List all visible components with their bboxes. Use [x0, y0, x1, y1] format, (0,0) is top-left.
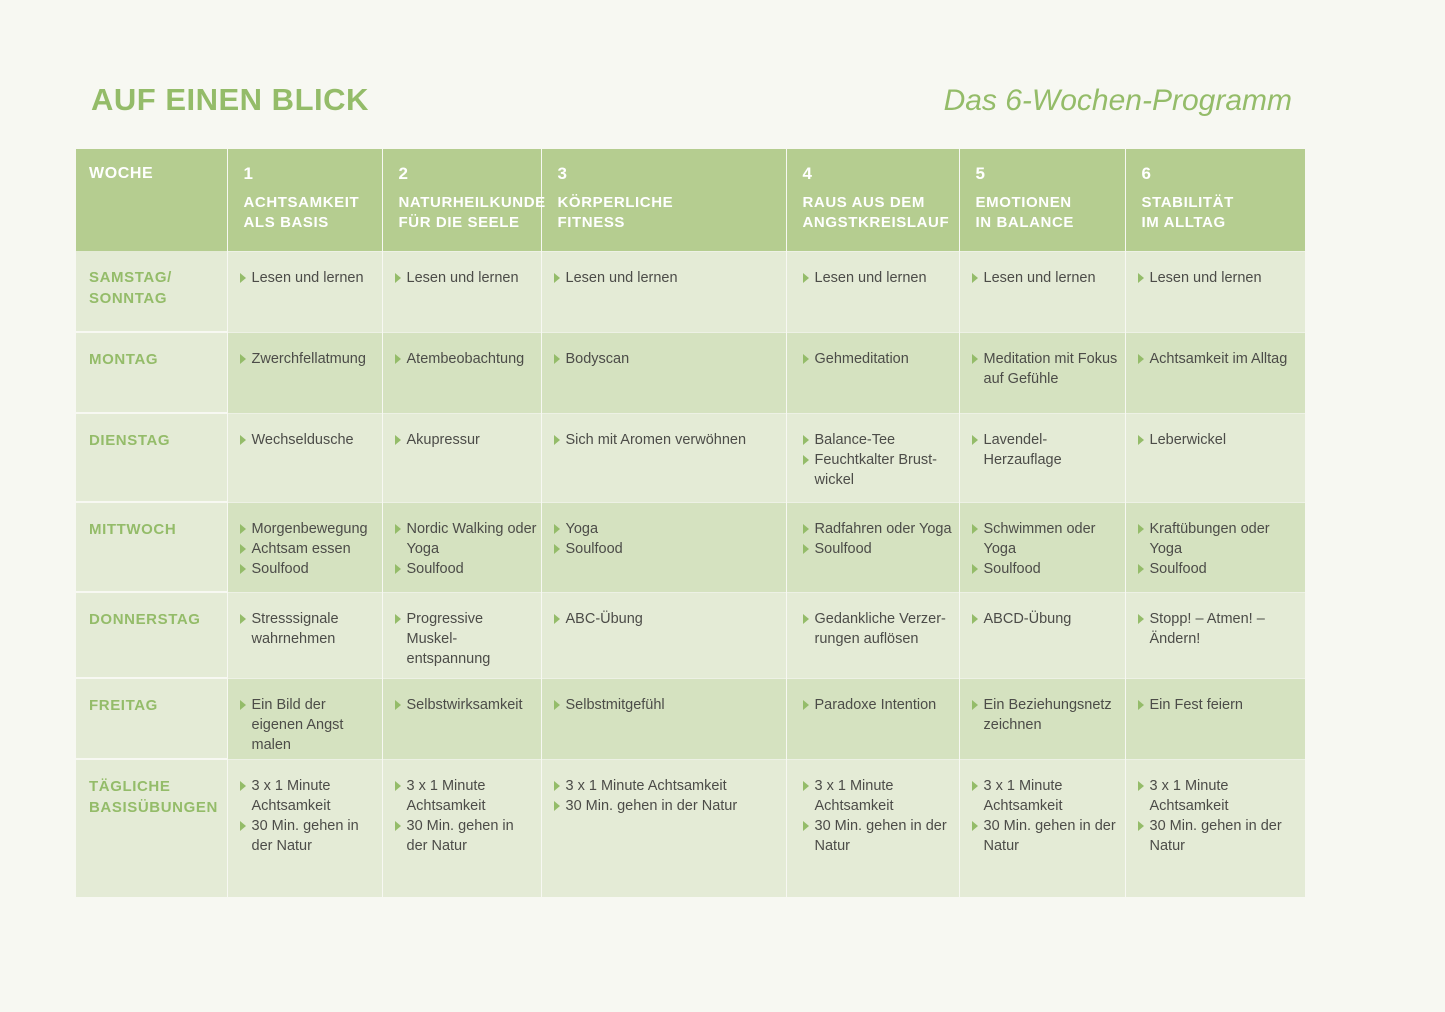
- activity-list: [554, 349, 782, 369]
- activity-cell: [541, 332, 786, 413]
- activity-item: Feuchtkalter Brust- wickel: [803, 450, 955, 490]
- activity-list: [554, 609, 782, 629]
- activity-item: Progressive Muskel- entspannung: [395, 609, 537, 669]
- activity-cell: [786, 251, 959, 332]
- activity-list: [395, 609, 537, 669]
- page-subtitle: Das 6-Wochen-Programm: [943, 84, 1292, 117]
- activity-item: Lavendel- Herzauflage: [972, 430, 1121, 470]
- activity-item: 30 Min. gehen in der Natur: [240, 816, 378, 856]
- activity-cell: [959, 502, 1125, 592]
- activity-list: [240, 349, 378, 369]
- activity-item: Meditation mit Fokus auf Gefühle: [972, 349, 1121, 389]
- activity-item: Achtsam essen: [240, 539, 378, 559]
- activity-cell: [1125, 502, 1305, 592]
- activity-item: 3 x 1 Minute Achtsamkeit: [395, 776, 537, 816]
- activity-list: [972, 430, 1121, 470]
- activity-cell: [382, 759, 541, 897]
- activity-cell: [959, 251, 1125, 332]
- activity-item: Atembeobachtung: [395, 349, 537, 369]
- activity-cell: [786, 502, 959, 592]
- table-row: [76, 759, 1305, 897]
- activity-cell: [382, 592, 541, 678]
- activity-item: 3 x 1 Minute Achtsamkeit: [1138, 776, 1302, 816]
- week-title-line: FÜR DIE SEELE: [398, 214, 520, 231]
- activity-item: 30 Min. gehen in der Natur: [972, 816, 1121, 856]
- activity-cell: [1125, 678, 1305, 759]
- activity-item: 30 Min. gehen in der Natur: [554, 796, 782, 816]
- activity-list: [395, 349, 537, 369]
- activity-cell: [1125, 332, 1305, 413]
- week-header: [227, 149, 382, 251]
- week-header: [541, 149, 786, 251]
- activity-list: [554, 695, 782, 715]
- day-label: [76, 332, 227, 413]
- activity-item: Akupressur: [395, 430, 537, 450]
- activity-list: [803, 519, 955, 559]
- day-label: [76, 759, 227, 897]
- activity-item: Bodyscan: [554, 349, 782, 369]
- activity-list: [395, 519, 537, 579]
- week-title-line: FITNESS: [557, 214, 626, 231]
- activity-list: [1138, 695, 1302, 715]
- activity-cell: [227, 413, 382, 502]
- activity-cell: [541, 678, 786, 759]
- table-row: [76, 502, 1305, 592]
- activity-item: Radfahren oder Yoga: [803, 519, 955, 539]
- activity-item: Lesen und lernen: [395, 268, 537, 288]
- activity-item: ABC-Übung: [554, 609, 782, 629]
- week-title-line: IM ALLTAG: [1141, 214, 1226, 231]
- activity-item: Sich mit Aromen verwöhnen: [554, 430, 782, 450]
- activity-list: [1138, 268, 1302, 288]
- week-title-line: IN BALANCE: [975, 214, 1074, 231]
- activity-cell: [786, 759, 959, 897]
- week-title-line: RAUS AUS DEM: [802, 194, 925, 211]
- activity-cell: [382, 332, 541, 413]
- week-number: 5: [975, 164, 986, 183]
- week-title-line: ACHTSAMKEIT: [243, 194, 360, 211]
- activity-item: Morgenbewegung: [240, 519, 378, 539]
- activity-item: Soulfood: [554, 539, 782, 559]
- activity-list: [803, 609, 955, 649]
- program-table-body: [76, 251, 1305, 897]
- activity-item: Ein Fest feiern: [1138, 695, 1302, 715]
- activity-item: Kraftübungen oder Yoga: [1138, 519, 1302, 559]
- activity-item: Selbstwirksamkeit: [395, 695, 537, 715]
- activity-cell: [382, 251, 541, 332]
- activity-item: Soulfood: [240, 559, 378, 579]
- activity-item: Lesen und lernen: [240, 268, 378, 288]
- activity-item: 3 x 1 Minute Achtsamkeit: [803, 776, 955, 816]
- activity-list: [803, 776, 955, 856]
- activity-list: [972, 776, 1121, 856]
- day-label-line: MONTAG: [89, 351, 159, 368]
- activity-item: Soulfood: [972, 559, 1121, 579]
- activity-list: [803, 349, 955, 369]
- activity-item: Lesen und lernen: [554, 268, 782, 288]
- day-label: [76, 502, 227, 592]
- activity-cell: [227, 502, 382, 592]
- activity-item: Nordic Walking oder Yoga: [395, 519, 537, 559]
- activity-list: [554, 430, 782, 450]
- activity-cell: [786, 332, 959, 413]
- day-label-line: DONNERSTAG: [89, 611, 201, 628]
- activity-item: 3 x 1 Minute Achtsamkeit: [972, 776, 1121, 816]
- activity-cell: [227, 759, 382, 897]
- activity-list: [240, 776, 378, 856]
- week-title-line: NATURHEILKUNDE: [398, 194, 546, 211]
- activity-cell: [541, 251, 786, 332]
- corner-label: WOCHE: [76, 149, 227, 251]
- day-label-line: BASISÜBUNGEN: [89, 799, 218, 816]
- activity-cell: [541, 592, 786, 678]
- activity-list: [240, 268, 378, 288]
- activity-list: [240, 519, 378, 579]
- activity-list: [395, 776, 537, 856]
- table-row: [76, 332, 1305, 413]
- activity-list: [554, 776, 782, 816]
- activity-cell: [1125, 592, 1305, 678]
- activity-item: Gedankliche Verzer- rungen auflösen: [803, 609, 955, 649]
- activity-item: Yoga: [554, 519, 782, 539]
- activity-item: 30 Min. gehen in der Natur: [395, 816, 537, 856]
- day-label-line: FREITAG: [89, 697, 158, 714]
- header-row: [76, 149, 1305, 251]
- activity-list: [803, 695, 955, 715]
- week-number: 4: [802, 164, 813, 183]
- activity-cell: [959, 759, 1125, 897]
- week-number: 6: [1141, 164, 1152, 183]
- week-title-line: EMOTIONEN: [975, 194, 1072, 211]
- table-row: [76, 592, 1305, 678]
- activity-item: Wechseldusche: [240, 430, 378, 450]
- activity-cell: [541, 502, 786, 592]
- week-number: 3: [557, 164, 568, 183]
- activity-item: 30 Min. gehen in der Natur: [803, 816, 955, 856]
- activity-list: [554, 519, 782, 559]
- day-label: [76, 678, 227, 759]
- week-header: [786, 149, 959, 251]
- activity-list: [395, 430, 537, 450]
- activity-list: [803, 268, 955, 288]
- activity-cell: [1125, 251, 1305, 332]
- activity-item: Schwimmen oder Yoga: [972, 519, 1121, 559]
- activity-list: [972, 349, 1121, 389]
- activity-item: Stresssignale wahrnehmen: [240, 609, 378, 649]
- activity-list: [972, 268, 1121, 288]
- week-title-line: ANGSTKREISLAUF: [802, 214, 950, 231]
- activity-list: [1138, 609, 1302, 649]
- activity-item: ABCD-Übung: [972, 609, 1121, 629]
- activity-list: [1138, 776, 1302, 856]
- activity-item: Selbstmitgefühl: [554, 695, 782, 715]
- activity-list: [1138, 519, 1302, 579]
- activity-item: Paradoxe Intention: [803, 695, 955, 715]
- activity-cell: [786, 592, 959, 678]
- activity-cell: [382, 413, 541, 502]
- activity-cell: [227, 678, 382, 759]
- week-header: [1125, 149, 1305, 251]
- page-title: AUF EINEN BLICK: [91, 82, 369, 117]
- activity-cell: [227, 592, 382, 678]
- day-label-line: SONNTAG: [89, 290, 168, 307]
- activity-item: Lesen und lernen: [1138, 268, 1302, 288]
- activity-item: Lesen und lernen: [972, 268, 1121, 288]
- week-number: 2: [398, 164, 409, 183]
- activity-list: [972, 609, 1121, 629]
- day-label: [76, 251, 227, 332]
- table-row: [76, 678, 1305, 759]
- activity-list: [395, 268, 537, 288]
- activity-cell: [541, 413, 786, 502]
- activity-list: [1138, 349, 1302, 369]
- activity-item: Ein Beziehungsnetz zeichnen: [972, 695, 1121, 735]
- activity-cell: [959, 332, 1125, 413]
- activity-cell: [1125, 413, 1305, 502]
- activity-cell: [541, 759, 786, 897]
- activity-item: Soulfood: [803, 539, 955, 559]
- program-table: [76, 149, 1305, 897]
- week-title-line: ALS BASIS: [243, 214, 329, 231]
- day-label-line: DIENSTAG: [89, 432, 171, 449]
- activity-list: [803, 430, 955, 490]
- activity-cell: [382, 678, 541, 759]
- activity-item: Soulfood: [1138, 559, 1302, 579]
- activity-cell: [959, 678, 1125, 759]
- day-label-line: SAMSTAG/: [89, 269, 172, 286]
- table-row: [76, 413, 1305, 502]
- week-title-line: KÖRPERLICHE: [557, 194, 674, 211]
- activity-item: Leberwickel: [1138, 430, 1302, 450]
- week-header: [959, 149, 1125, 251]
- activity-list: [972, 695, 1121, 735]
- activity-cell: [227, 251, 382, 332]
- activity-cell: [382, 502, 541, 592]
- activity-cell: [1125, 759, 1305, 897]
- activity-item: 30 Min. gehen in der Natur: [1138, 816, 1302, 856]
- activity-cell: [786, 413, 959, 502]
- day-label-line: MITTWOCH: [89, 521, 177, 538]
- activity-cell: [786, 678, 959, 759]
- day-label-line: TÄGLICHE: [89, 778, 171, 795]
- week-number: 1: [243, 164, 254, 183]
- week-title-line: STABILITÄT: [1141, 194, 1234, 211]
- week-header: [382, 149, 546, 251]
- activity-list: [395, 695, 537, 715]
- table-row: [76, 251, 1305, 332]
- activity-item: Balance-Tee: [803, 430, 955, 450]
- activity-item: Zwerchfellatmung: [240, 349, 378, 369]
- activity-cell: [959, 592, 1125, 678]
- activity-item: Stopp! – Atmen! – Ändern!: [1138, 609, 1302, 649]
- activity-list: [1138, 430, 1302, 450]
- activity-list: [240, 430, 378, 450]
- activity-cell: [227, 332, 382, 413]
- day-label: [76, 413, 227, 502]
- activity-list: [240, 609, 378, 649]
- activity-item: Soulfood: [395, 559, 537, 579]
- activity-item: Achtsamkeit im Alltag: [1138, 349, 1302, 369]
- activity-item: 3 x 1 Minute Achtsamkeit: [554, 776, 782, 796]
- activity-list: [240, 695, 378, 755]
- activity-item: Ein Bild der eigenen Angst malen: [240, 695, 378, 755]
- activity-cell: [959, 413, 1125, 502]
- activity-list: [554, 268, 782, 288]
- activity-item: Lesen und lernen: [803, 268, 955, 288]
- activity-item: 3 x 1 Minute Achtsamkeit: [240, 776, 378, 816]
- day-label: [76, 592, 227, 678]
- activity-list: [972, 519, 1121, 579]
- activity-item: Gehmeditation: [803, 349, 955, 369]
